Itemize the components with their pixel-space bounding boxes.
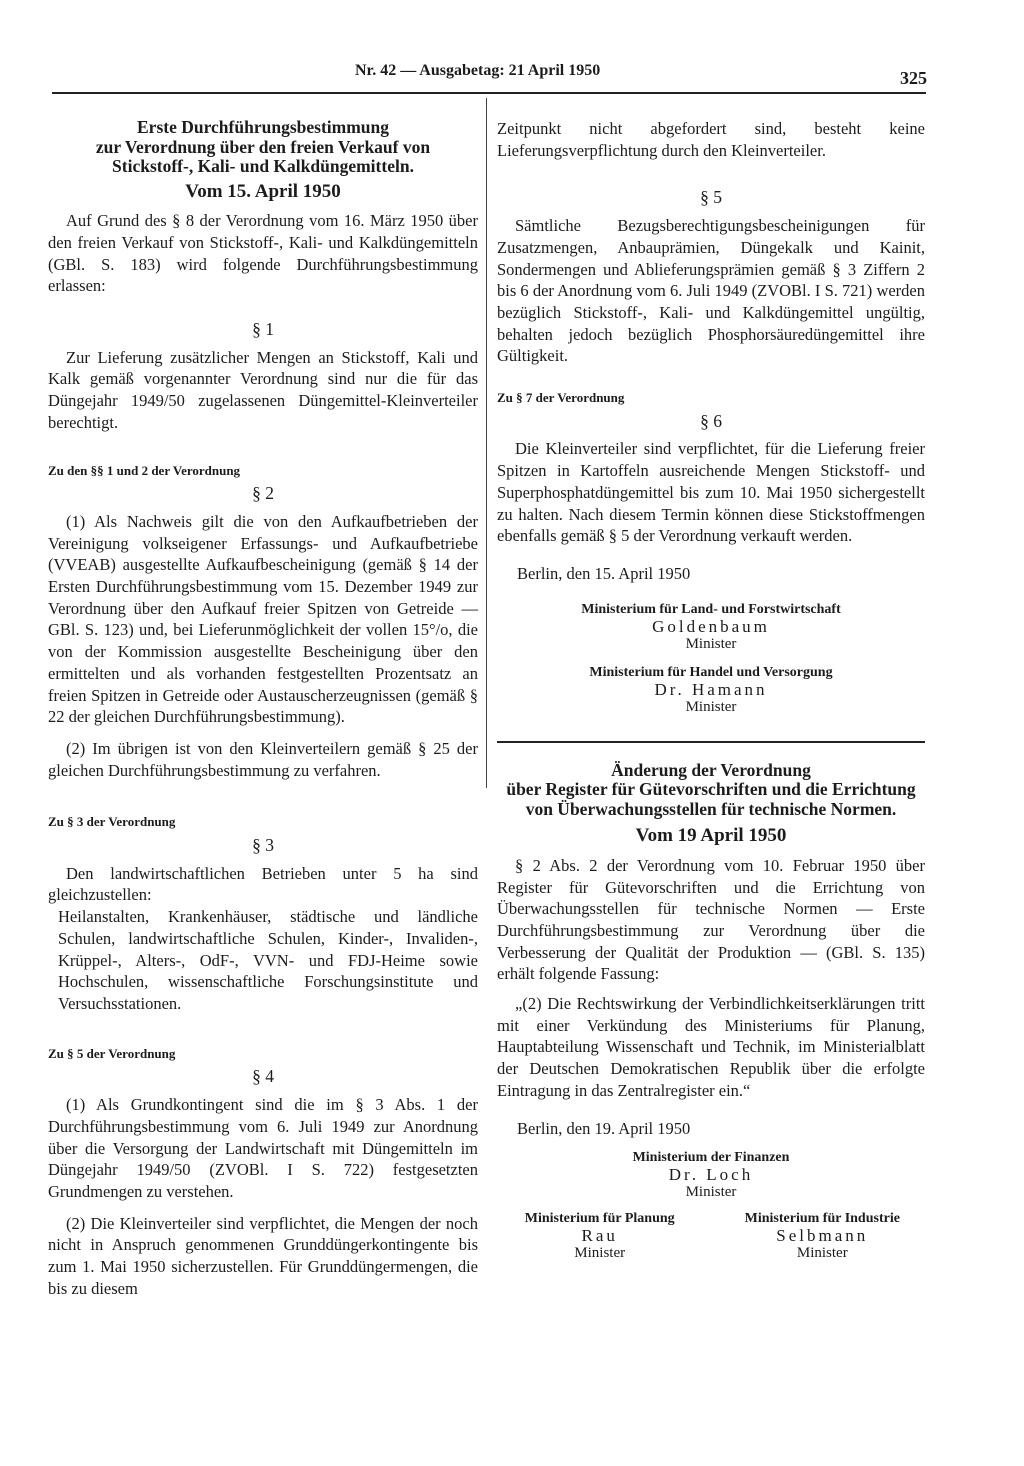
signatory-role: Minister [685,698,737,715]
decree-title-line-2: zur Verordnung über den freien Verkauf von [95,136,431,157]
column-divider [486,98,487,788]
section-3-list: Heilanstalten, Krankenhäuser, städtische und ländliche Schulen, landwirtschaftliche Schulen, Kinder-, Invaliden-, Krüppel-, Alters-, OdF-, VVN- und FDJ-Heime sowie Hochschulen, wissenschaftliche Forschungsinstitute und Versuchsstationen. [58,907,478,1013]
signature-industry [720,1210,925,1261]
signatory-name: Goldenbaum [652,616,770,636]
signatory-role: Minister [685,1184,737,1201]
signature-agriculture [497,601,925,652]
place-date-1: Berlin, den 15. April 1950 [517,563,691,583]
signatory-name: Selbmann [776,1226,869,1246]
section-4-para-2: (2) Die Kleinverteiler sind verpflichtet, die Mengen der noch nicht in Anspruch genommenen Grunddüngerkontingente bis zum 1. Mai 1950 sicherzustellen. Für Grunddüngermengen, die bis zu diesem [48,1213,478,1298]
signature-row [497,1210,925,1261]
section-5-heading: § 5 [700,187,722,208]
signatory-role: Minister [685,635,737,652]
issue-line: Nr. 42 — Ausgabetag: 21 April 1950 [355,62,601,79]
continuation-text: Zeitpunkt nicht abgefordert sind, besteht keine Lieferungsverpflichtung durch den Kleinverteiler. [497,119,925,160]
amendment-title-line-1: Änderung der Verordnung [611,759,811,780]
section-6-heading: § 6 [700,410,722,431]
section-4-para-1: (1) Als Grundkontingent sind die im § 3 Abs. 1 der Durchführungsbestimmung vom 6. Juli 1949 zur Anordnung über die Versorgung der Landwirtschaft mit Düngemitteln im Düngejahr 1949/50 (ZVOBl. I S. 722) festgesetzten Grundmengen zu verstehen. [48,1095,478,1201]
amendment-date: Vom 19 April 1950 [635,825,787,847]
page-number: 325 [900,68,927,88]
place-date-2: Berlin, den 19. April 1950 [517,1118,691,1138]
section-1-heading: § 1 [252,319,274,340]
section-2-para-2: (2) Im übrigen ist von den Kleinverteilern gemäß § 25 der gleichen Durchführungsbestimmung zu verfahren. [48,738,478,780]
signatory-role: Minister [574,1245,626,1262]
ref-heading-section-5: Zu § 5 der Verordnung [48,1045,176,1061]
section-3-text: Den landwirtschaftlichen Betrieben unter 5 ha sind gleichzustellen: [48,863,478,905]
section-2-para-1: (1) Als Nachweis gilt die von den Aufkaufbetrieben der Vereinigung volkseigener Erfassungs- und Aufkaufbetriebe (VVEAB) ausgestellte Aufkaufbescheinigung (gemäß § 14 der Ersten Durchführungsbestimmung vom 15. Dezember 1949 zur Verordnung über den Aufkauf freier Spitzen von Getreide — GBl. S. 123) und, bei Lieferunmöglichkeit der vollen 15°/o, die von der Kommission ausgestellte Bescheinigung über den ermittelten und als vorhanden festgestellten Prozentsatz an freien Spitzen in Getreide oder Austauscherzeugnissen (gemäß § 22 der gleichen Durchführungsbestimmung). [48,511,478,727]
ref-heading-sections-1-2: Zu den §§ 1 und 2 der Verordnung [48,462,241,478]
left-column [48,118,478,1299]
signature-trade [497,664,925,715]
amendment-text: § 2 Abs. 2 der Verordnung vom 10. Februar 1950 über Register für Gütevorschriften und die Errichtung von Überwachungsstellen für technische Normen — Erste Durchführungsbestimmung zur Verordnung über die Verbesserung der Qualität der Produktion — (GBl. S. 135) erhält folgende Fassung: [497,855,925,984]
section-6-text: Die Kleinverteiler sind verpflichtet, für die Lieferung freier Spitzen in Kartoffeln ausreichende Mengen Stickstoff- und Superphosphatdüngemittel bis zum 10. Mai 1950 sichergestellt zu halten. Nach diesem Termin können diese Stickstoffmengen ebenfalls gemäß § 5 der Verordnung verkauft werden. [497,439,925,546]
section-4-heading: § 4 [252,1066,274,1087]
section-separator [497,741,925,743]
section-2-heading: § 2 [252,483,274,504]
decree-title-line-3: Stickstoff-, Kali- und Kalkdüngemitteln. [112,156,414,176]
ref-heading-section-7: Zu § 7 der Verordnung [497,390,625,406]
ministry-name: Ministerium für Handel und Versorgung [589,664,833,680]
decree-title-line-1: Erste Durchführungsbestimmung [137,117,389,137]
ministry-name: Ministerium für Industrie [744,1211,900,1227]
section-5-text: Sämtliche Bezugsberechtigungsbescheinigungen für Zusatzmengen, Anbauprämien, Düngekalk und Kainit, Sondermengen und Ablieferungsprämien gemäß § 3 Ziffern 2 bis 6 der Anordnung vom 6. Juli 1949 (ZVOBl. I S. 721) werden bezüglich Stickstoff-, Kali- und Kalkdüngemittel ungültig, behalten jedoch bezüglich Phosphorsäuredüngemittel ihre Gültigkeit. [497,216,925,366]
right-column [497,118,925,1261]
ministry-name: Ministerium für Land- und Forstwirtschaft [581,601,841,617]
signatory-name: Dr. Hamann [654,679,768,699]
signature-planning [497,1210,702,1261]
section-1-text: Zur Lieferung zusätzlicher Mengen an Stickstoff, Kali und Kalk gemäß vorgenannter Verordnung sind nur die für das Düngejahr 1949/50 zugelassenen Düngemittel-Kleinverteiler berechtigt. [48,347,478,432]
signatory-name: Dr. Loch [668,1165,754,1185]
signatory-name: Rau [581,1226,618,1246]
amendment-title-line-2: über Register für Gütevorschriften und die Errichtung von Überwachungsstellen für technische Normen. [506,779,916,819]
ministry-name: Ministerium der Finanzen [632,1150,790,1166]
section-3-heading: § 3 [252,835,274,856]
amendment-quote: „(2) Die Rechtswirkung der Verbindlichkeitserklärungen tritt mit einer Verkündung des Ministeriums für Planung, Hauptabteilung Wissenschaft und Technik, im Ministerialblatt der Deutschen Demokratischen Republik über die erfolgte Eintragung in das Zentralregister ein.“ [497,994,925,1100]
ref-heading-section-3: Zu § 3 der Verordnung [48,814,176,830]
header-rule [52,92,926,94]
decree-intro: Auf Grund des § 8 der Verordnung vom 16. März 1950 über den freien Verkauf von Stickstoff-, Kali- und Kalkdüngemitteln (GBl. S. 183) wird folgende Durchführungsbestimmung erlassen: [48,211,478,296]
signature-finance [497,1149,925,1200]
decree-date: Vom 15. April 1950 [185,180,341,202]
ministry-name: Ministerium für Planung [524,1211,675,1227]
signatory-role: Minister [796,1245,848,1262]
